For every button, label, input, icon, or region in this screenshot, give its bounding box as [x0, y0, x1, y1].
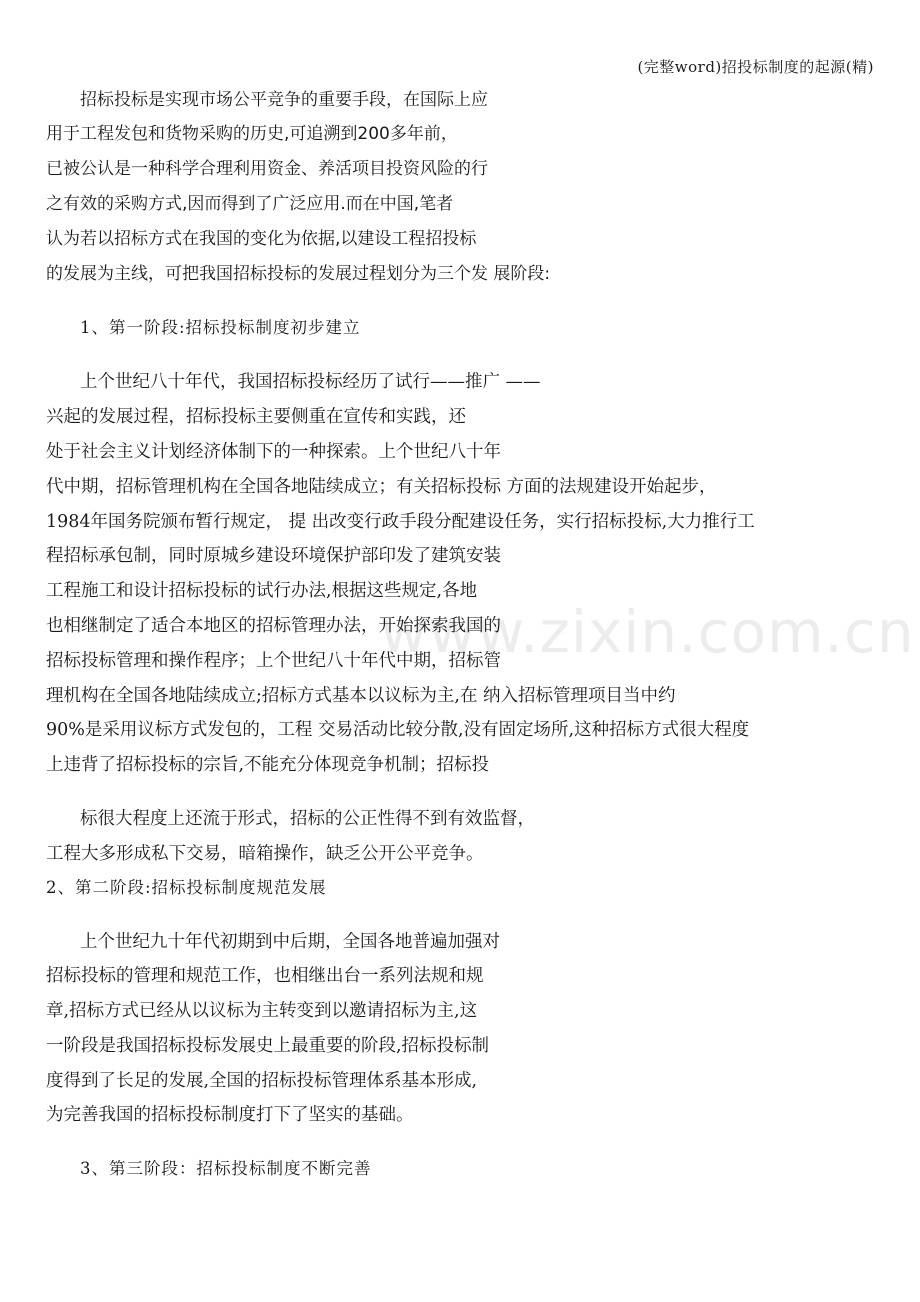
section-line: 度得到了长足的发展,全国的招标投标管理体系基本形成,: [46, 1071, 478, 1091]
section-line: 工程大多形成私下交易，暗箱操作，缺乏公开公平竞争。: [46, 844, 484, 864]
section-line: 招标投标的管理和规范工作，也相继出台一系列法规和规: [46, 966, 484, 986]
section-line: 理机构在全国各地陆续成立;招标方式基本以议标为主,在 纳入招标管理项目当中约: [46, 686, 676, 706]
section-line: 代中期，招标管理机构在全国各地陆续成立；有关招标投标 方面的法规建设开始起步，: [46, 477, 717, 497]
section-line: 招标投标管理和操作程序；上个世纪八十年代中期，招标管: [46, 651, 501, 671]
page-header-title: (完整word)招投标制度的起源(精): [637, 58, 874, 76]
section-heading: 2、第二阶段:招标投标制度规范发展: [46, 878, 327, 897]
section-line: 一阶段是我国招标投标发展史上最重要的阶段,招标投标制: [46, 1036, 490, 1056]
section-heading: 1、第一阶段:招标投标制度初步建立: [80, 318, 361, 337]
section-line: 上个世纪八十年代，我国招标投标经历了试行——推广 ——: [80, 372, 541, 392]
intro-line: 已被公认是一种科学合理利用资金、养活项目投资风险的行: [46, 159, 488, 179]
intro-line: 认为若以招标方式在我国的变化为依据,以建设工程招投标: [46, 229, 477, 249]
section-line: 也相继制定了适合本地区的招标管理办法，开始探索我国的: [46, 616, 501, 636]
section-line: 上违背了招标投标的宗旨,不能充分体现竞争机制；招标投: [46, 755, 490, 775]
section-line: 兴起的发展过程，招标投标主要侧重在宣传和实践，还: [46, 407, 466, 427]
section-line: 工程施工和设计招标投标的试行办法,根据这些规定,各地: [46, 581, 478, 601]
section-line: 标很大程度上还流于形式，招标的公正性得不到有效监督，: [80, 809, 535, 829]
watermark: www.zixin.com.cn: [380, 598, 915, 666]
section-line: 处于社会主义计划经济体制下的一种探索。上个世纪八十年: [46, 442, 501, 462]
intro-line: 之有效的采购方式,因而得到了广泛应用.而在中国,笔者: [46, 194, 454, 214]
section-line: 章,招标方式已经从以议标为主转变到以邀请招标为主,这: [46, 1001, 478, 1021]
intro-line: 用于工程发包和货物采购的历史,可追溯到200多年前，: [46, 124, 458, 144]
section-line: 程招标承包制，同时原城乡建设环境保护部印发了建筑安装: [46, 546, 501, 566]
intro-line: 的发展为主线，可把我国招标投标的发展过程划分为三个发 展阶段:: [46, 264, 551, 284]
section-line: 90%是采用议标方式发包的，工程 交易活动比较分散,没有固定场所,这种招标方式很大程度: [46, 720, 750, 740]
section-heading: 3、第三阶段：招标投标制度不断完善: [80, 1159, 372, 1178]
section-line: 为完善我国的招标投标制度打下了坚实的基础。: [46, 1105, 414, 1125]
section-line: 1984年国务院颁布暂行规定， 提 出改变行政手段分配建设任务，实行招标投标,大力推行工: [46, 512, 755, 532]
section-line: 上个世纪九十年代初期到中后期，全国各地普遍加强对: [80, 932, 500, 952]
intro-line: 招标投标是实现市场公平竞争的重要手段，在国际上应: [80, 90, 488, 110]
